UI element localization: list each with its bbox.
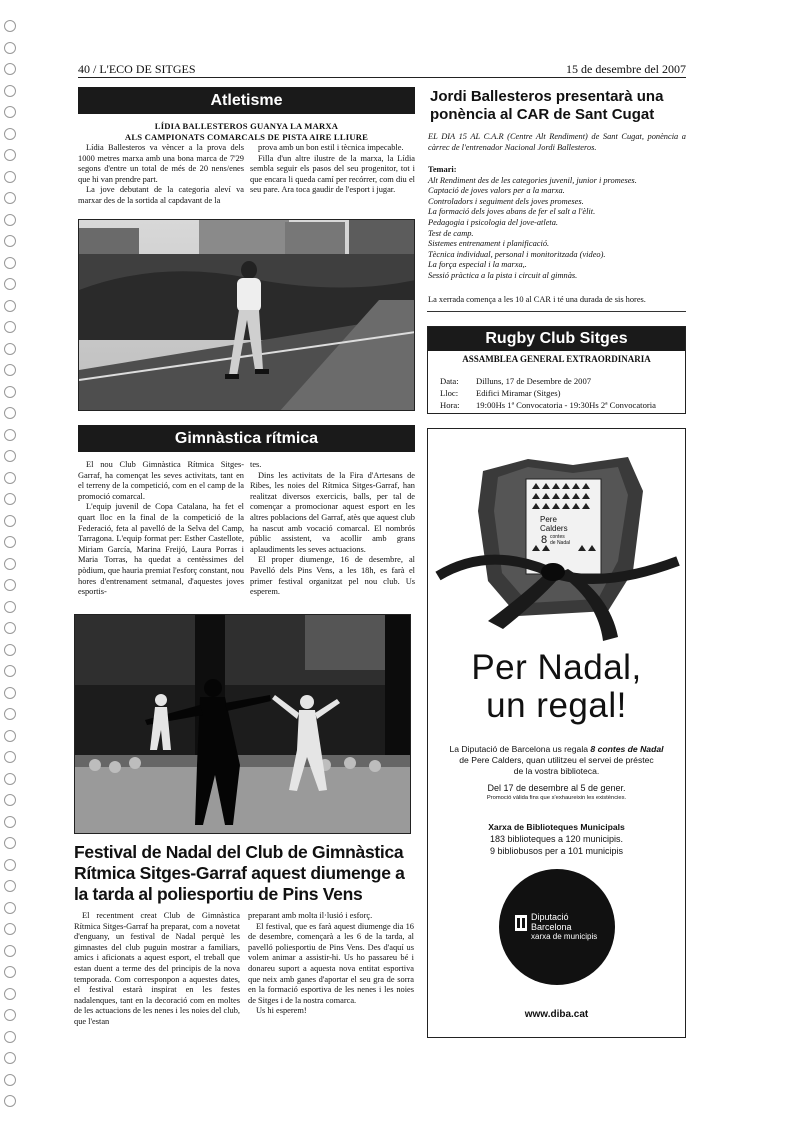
spiral-ring (4, 257, 16, 269)
atletisme-subhead-line1: LÍDIA BALLESTEROS GUANYA LA MARXA (154, 121, 339, 131)
spiral-ring (4, 1052, 16, 1064)
spiral-ring (4, 988, 16, 1000)
festival-paragraph: preparant amb molta il·lusió i esforç. (248, 911, 373, 920)
spiral-ring (4, 601, 16, 613)
spiral-ring (4, 386, 16, 398)
gimnastica-section-title: Gimnàstica rítmica (174, 430, 319, 447)
spiral-ring (4, 902, 16, 914)
network-line1: 183 biblioteques a 120 municipis. (489, 834, 624, 844)
spiral-ring (4, 364, 16, 376)
atletisme-section-bar (78, 87, 415, 114)
spiral-ring (4, 708, 16, 720)
spiral-ring (4, 1009, 16, 1021)
spiral-ring (4, 837, 16, 849)
race-walker-photo (78, 219, 415, 411)
spiral-ring (4, 773, 16, 785)
ad-headline-line2: un regal! (486, 686, 627, 725)
car-temari-item: La força especial i la marxa,. (428, 260, 527, 270)
ad-body (428, 744, 685, 802)
ad-dates: Del 17 de desembre al 5 de gener. (487, 783, 626, 793)
gimnastica-section-bar (78, 425, 415, 452)
ad-body-line1b: 8 contes de Nadal (590, 744, 664, 754)
rugby-lloc-value: Edifici Miramar (Sitges) (476, 388, 561, 398)
atletisme-column-1 (78, 143, 244, 207)
festival-headline-line3: la tarda al poliesportiu de Pins Vens (74, 884, 363, 904)
car-temari-item: La formació dels joves abans de fer el salt a l'èlit. (428, 207, 596, 217)
spiral-ring (4, 429, 16, 441)
spiral-ring (4, 536, 16, 548)
gimnastica-paragraph: tes. (250, 460, 262, 469)
spiral-binding (4, 20, 20, 1120)
festival-headline (74, 842, 414, 905)
festival-paragraph: El recentment creat Club de Gimnàstica Rítmica Sitges-Garraf ha preparat, com a novetat d'enguany, un festival de Nadal perquè les gimnastes del club puguin mostrar a familiars, amics i aficionats a aquest esport, el treball que estan duent a terme des del principis de la nova temporada. Com corresponpon a aquestes dates, el festival estarà inspirat en les festes nadalenques, tant en la decoració com en moltes de les actuacions de les nenes i les noies del club, que l'estan (74, 911, 240, 1026)
spiral-ring (4, 128, 16, 140)
spiral-ring (4, 85, 16, 97)
gimnastica-paragraph: El proper diumenge, 16 de desembre, al Pavelló dels Pins Vens, a les 18h, es farà el primer festival organitzat pel nou club. Us esperem. (250, 555, 415, 597)
car-headline (430, 88, 690, 124)
spiral-ring (4, 859, 16, 871)
car-temari-label: Temari: (428, 165, 457, 174)
ad-promo-note: Promoció vàlida fins que s'exhaureixin les existències. (486, 795, 627, 801)
festival-paragraph: El festival, que es farà aquest diumenge dia 16 de desembre, començarà a les 6 de la tarda, al pavelló poliesportiu de Pins Vens. Des d'aquí us volem animar a assistir-hi. Us ho passareu bé i donareu suport a aquesta nova entitat esportiva que neix amb ganes d'aportar el seu gra de sorra en la formació esportiva de les nenes i les noies de Sitges i de la nostra comarca. (248, 921, 414, 1005)
spiral-ring (4, 923, 16, 935)
spiral-ring (4, 751, 16, 763)
festival-headline-line2: Rítmica Sitges-Garraf aquest diumenge a (74, 863, 405, 883)
logo-line2: Barcelona (531, 922, 572, 932)
spiral-ring (4, 278, 16, 290)
spiral-ring (4, 42, 16, 54)
car-temari-item: Sessió pràctica a la pista i circuit al gimnàs. (428, 270, 578, 280)
rugby-row-hora (440, 400, 656, 410)
spiral-ring (4, 343, 16, 355)
issue-date: 15 de desembre del 2007 (566, 62, 686, 76)
rugby-hora-label: Hora: (440, 400, 460, 410)
spiral-ring (4, 149, 16, 161)
rugby-notice (427, 326, 686, 414)
rugby-data-label: Data: (440, 376, 459, 386)
car-temari-item: Pedagogia i psicologia del jove-atleta. (428, 217, 559, 227)
car-headline-line1: Jordi Ballesteros presentarà una (430, 88, 664, 105)
atletisme-paragraph: La jove debutant de la categoria aleví va marxar des de la sortida al capdavant de la (78, 185, 244, 205)
car-closing (428, 295, 686, 306)
book-number: 8 (541, 534, 548, 546)
rugby-hora-value: 19:00Hs 1ª Convocatoria - 19:30Hs 2ª Convocatoria (476, 400, 656, 410)
spiral-ring (4, 1031, 16, 1043)
gimnastica-paragraph: Dins les activitats de la Fira d'Artesans de Ribes, les noies del Rítmica Sitges-Garraf, han realitzat diversos exercicis, balls, per tal de començar a promocionar aquest esport en les altres poblacions del Garraf, atès que aquest club ha nascut amb vocació comarcal. El nombrós públic assistent, va acollir amb grans aplaudiments les seves actuacions. (250, 470, 415, 554)
car-headline-line2: ponència al CAR de Sant Cugat (430, 106, 655, 123)
ad-headline-line1: Per Nadal, (471, 648, 642, 687)
library-network (428, 821, 685, 857)
spiral-ring (4, 407, 16, 419)
spiral-ring (4, 106, 16, 118)
spiral-ring (4, 816, 16, 828)
spiral-ring (4, 192, 16, 204)
rugby-row-data (440, 376, 591, 386)
spiral-ring (4, 880, 16, 892)
spiral-ring (4, 966, 16, 978)
gymnasts-performance-photo (74, 614, 411, 834)
network-line2: 9 bibliobusos per a 101 municipis (489, 846, 624, 856)
spiral-ring (4, 515, 16, 527)
diputacio-emblem-icon (515, 915, 527, 931)
ad-body-line1a: La Diputació de Barcelona us regala (449, 744, 591, 754)
gimnastica-paragraph: El nou Club Gimnàstica Rítmica Sitges-Garraf, ha començat les seves activitats, tant en el terreny de la competició, com en el camp de la promoció comarcal. (78, 460, 244, 501)
atletisme-paragraph: Filla d'un altre ilustre de la marxa, la Lídia sembla seguir els pasos del seu progenitor, tot i que encara li queda camí per recórrer, com diu el seu pare. Ara toca gaudir de l'esport i jugar. (250, 153, 415, 195)
spiral-ring (4, 579, 16, 591)
rugby-row-lloc (440, 388, 560, 398)
ad-headline (428, 649, 685, 725)
page-header (78, 62, 686, 78)
car-temari-item: Sistemes entrenament i planificació. (428, 239, 550, 249)
spiral-ring (4, 214, 16, 226)
logo-line1: Diputació (531, 912, 569, 922)
car-intro-text: EL DIA 15 AL C.A.R (Centre Alt Rendiment) de Sant Cugat, ponència a càrrec de l'entrenador Nacional Jordi Ballesteros. (428, 132, 686, 152)
logo-line3: xarxa de municipis (531, 932, 598, 941)
festival-headline-line1: Festival de Nadal del Club de Gimnàstica (74, 842, 404, 862)
car-closing-text: La xerrada comença a les 10 al CAR i té una durada de sis hores. (428, 295, 646, 304)
rugby-title-bar (428, 327, 685, 351)
ad-body-line3: de la vostra biblioteca. (513, 766, 600, 776)
book-title-line2: de Nadal (550, 540, 571, 546)
spiral-ring (4, 300, 16, 312)
spiral-ring (4, 1095, 16, 1107)
spiral-ring (4, 730, 16, 742)
car-temari-item: Test de camp. (428, 228, 474, 238)
car-temari-item: Alt Rendiment des de les categories juvenil, junior i promeses. (428, 175, 637, 185)
rugby-data-value: Dilluns, 17 de Desembre de 2007 (476, 376, 592, 386)
atletisme-paragraph: prova amb un bon estil i tècnica impecable. (258, 143, 404, 152)
car-temari-item: Captació de joves valors per a la marxa. (428, 186, 565, 196)
diba-url[interactable]: www.diba.cat (524, 1009, 589, 1020)
car-intro (428, 132, 686, 153)
gimnastica-column-2 (250, 460, 415, 598)
book-author-line2: Calders (540, 524, 568, 533)
spiral-ring (4, 321, 16, 333)
gimnastica-paragraph: L'equip juvenil de Copa Catalana, ha fet el quart lloc en la final de la competició de la Federació, feta al pavelló de la Selva del Camp, Tarragona. L'equip format per: Esther Castellote, Miriam García, Marina Freijó, Laura Porras i Maria Torras, ha quedat a centèssimes del pòdium, que hauria premiat l'esforç constant, nou hores d'entrenament setmanal, d'aquestes joves esportis- (78, 502, 244, 597)
rugby-title: Rugby Club Sitges (485, 330, 628, 347)
spiral-ring (4, 644, 16, 656)
spiral-ring (4, 450, 16, 462)
spiral-ring (4, 235, 16, 247)
atletisme-section-title: Atletisme (210, 92, 283, 109)
spiral-ring (4, 20, 16, 32)
atletisme-column-2 (250, 143, 415, 196)
spiral-ring (4, 493, 16, 505)
gimnastica-column-1 (78, 460, 244, 598)
car-divider (427, 311, 686, 312)
festival-paragraph: Us hi esperem! (256, 1006, 307, 1016)
network-title: Xarxa de Biblioteques Municipals (488, 822, 625, 832)
festival-column-2 (248, 911, 414, 1017)
atletisme-subhead-line2: ALS CAMPIONATS COMARCALS DE PISTA AIRE LLIURE (124, 132, 369, 142)
diputacio-logo (499, 869, 615, 985)
car-temari-item: Controladors i seguiment dels joves promeses. (428, 196, 584, 206)
car-temari (428, 165, 686, 282)
diputacio-advertisement (427, 428, 686, 1038)
spiral-ring (4, 171, 16, 183)
spiral-ring (4, 665, 16, 677)
book-author-line1: Pere (540, 515, 557, 524)
book-title-line1: contes (550, 534, 565, 540)
spiral-ring (4, 622, 16, 634)
festival-column-1 (74, 911, 240, 1028)
spiral-ring (4, 558, 16, 570)
ad-body-line2: de Pere Calders, quan utilitzeu el servei de préstec (459, 755, 654, 765)
spiral-ring (4, 1074, 16, 1086)
spiral-ring (4, 472, 16, 484)
rugby-subtitle: ASSAMBLEA GENERAL EXTRAORDINARIA (462, 354, 651, 364)
car-temari-item: Tècnica individual, personal i monitoritzada (video). (428, 249, 606, 259)
page-label: 40 / L'ECO DE SITGES (78, 62, 196, 76)
rugby-lloc-label: Lloc: (440, 388, 459, 398)
atletisme-paragraph: Lídia Ballesteros va vèncer a la prova dels 1000 metres marxa amb una bona marca de 7'29 segons d'entre un total de més de 20 nens/enes que hi van prendre part. (78, 143, 244, 184)
spiral-ring (4, 794, 16, 806)
atletisme-subhead (78, 121, 415, 143)
ribbon-book-illustration (428, 451, 685, 651)
spiral-ring (4, 945, 16, 957)
spiral-ring (4, 687, 16, 699)
spiral-ring (4, 63, 16, 75)
